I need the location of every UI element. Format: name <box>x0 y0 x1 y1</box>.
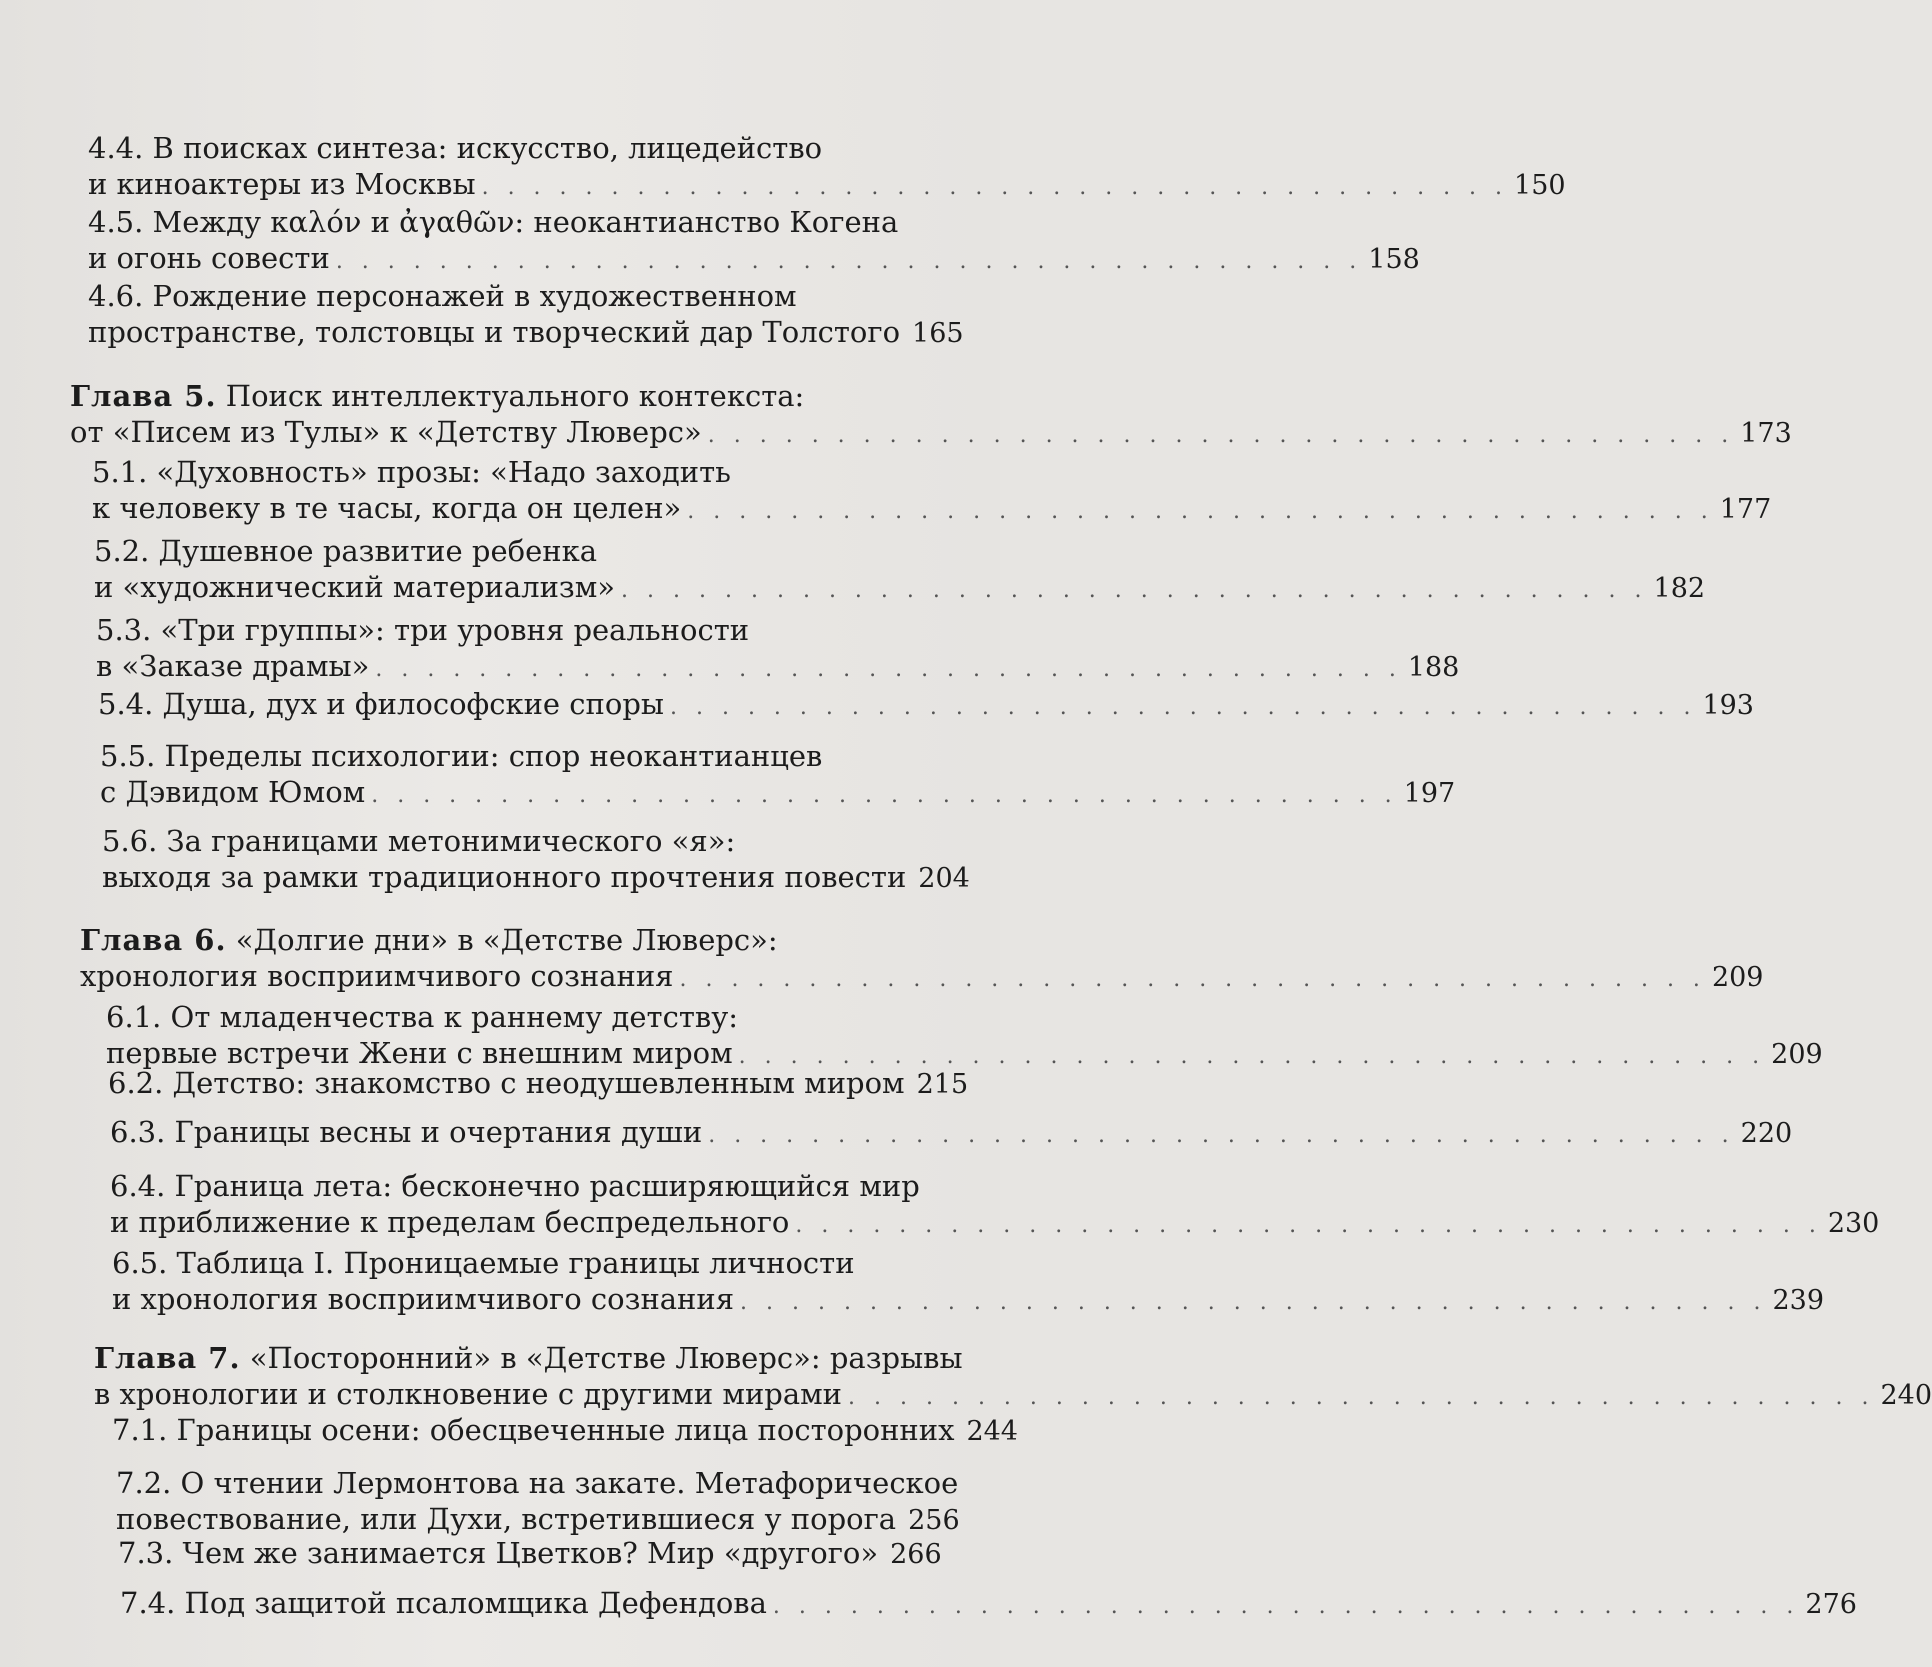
toc-entry-text: с Дэвидом Юмом <box>100 775 366 809</box>
page-number: 239 <box>1772 1285 1825 1316</box>
page-number: 182 <box>1653 573 1706 604</box>
toc-entry-5-5 <box>100 738 1456 810</box>
toc-entry-7-2 <box>116 1465 960 1537</box>
page-number: 173 <box>1740 418 1792 449</box>
toc-entry-text: 4.4. В поисках синтеза: искусство, лицедейство <box>88 131 823 165</box>
page-number: 220 <box>1740 1118 1793 1149</box>
toc-entry-6-2 <box>108 1065 969 1101</box>
toc-entry-text: пространстве, толстовцы и творческий дар Толстого <box>88 315 901 349</box>
toc-entry-text: 7.4. Под защитой псаломщика Дефендова <box>120 1586 767 1620</box>
page-number: 215 <box>916 1069 969 1100</box>
toc-entry-text: «Посторонний» в «Детстве Люверс»: разрывы <box>249 1341 963 1375</box>
chapter-label: Глава 6. <box>80 923 227 957</box>
toc-entry-text: и огонь совести <box>88 241 330 275</box>
toc-entry-4-6 <box>88 278 964 350</box>
toc-chapter-7 <box>94 1340 1932 1412</box>
toc-entry-text: 5.4. Душа, дух и философские споры <box>98 687 664 721</box>
toc-entry-text: и хронология восприимчивого сознания <box>112 1282 735 1316</box>
chapter-label: Глава 5. <box>70 379 217 413</box>
toc-entry-7-3 <box>118 1535 942 1571</box>
page-number: 188 <box>1407 652 1460 683</box>
toc-entry-text: 6.3. Границы весны и очертания души <box>110 1115 703 1149</box>
toc-entry-text: в «Заказе драмы» <box>96 649 370 683</box>
toc-entry-text: выходя за рамки традиционного прочтения повести <box>102 860 907 894</box>
toc-entry-text: и «художнический материализм» <box>94 570 616 604</box>
toc-entry-text: 4.5. Между καλόν и ἀγαθῶν: неокантианство Когена <box>88 205 899 239</box>
toc-entry-text: и киноактеры из Москвы <box>88 167 476 201</box>
toc-entry-6-1 <box>106 999 1823 1071</box>
leader-dots: . . . . . . . . . . . . . . . . . . . . . . . . . . . . . . . . . . . . . . . . <box>679 967 1706 992</box>
toc-entry-6-3 <box>110 1114 1793 1150</box>
toc-entry-text: 7.3. Чем же занимается Цветков? Мир «другого» <box>118 1536 879 1570</box>
toc-entry-text: 5.6. За границами метонимического «я»: <box>102 824 736 858</box>
page-number: 209 <box>1711 962 1764 993</box>
page-number: 158 <box>1368 244 1420 275</box>
leader-dots: . . . . . . . . . . . . . . . . . . . . . . . . . . . . . . . . . . . . . . . . <box>335 249 1363 274</box>
toc-entry-text: 5.1. «Духовность» прозы: «Надо заходить <box>92 455 731 489</box>
page-number: 244 <box>966 1416 1018 1447</box>
toc-entry-4-5 <box>88 204 1420 276</box>
page-number: 150 <box>1514 170 1566 201</box>
toc-entry-text: Поиск интеллектуального контекста: <box>225 379 805 413</box>
page-number: 193 <box>1702 690 1754 721</box>
toc-entry-text: в хронологии и столкновение с другими мирами <box>94 1377 843 1411</box>
leader-dots: . . . . . . . . . . . . . . . . . . . . . . . . . . . . . . . . . . . . . . . . <box>481 175 1509 200</box>
toc-entry-text: первые встречи Жени с внешним миром <box>106 1036 733 1070</box>
page-number: 177 <box>1719 494 1772 525</box>
toc-entry-text: 6.1. От младенчества к раннему детству: <box>106 1000 739 1034</box>
toc-entry-6-5 <box>112 1245 1825 1317</box>
toc-entry-text: 5.5. Пределы психологии: спор неокантианцев <box>100 739 823 773</box>
toc-entry-text: 6.5. Таблица I. Проницаемые границы личности <box>112 1246 855 1280</box>
page-number: 197 <box>1403 778 1456 809</box>
leader-dots: . . . . . . . . . . . . . . . . . . . . . . . . . . . . . . . . . . . . . . . . <box>738 1044 1766 1069</box>
toc-entry-4-4 <box>88 130 1566 202</box>
toc-chapter-5 <box>70 378 1792 450</box>
toc-entry-7-4 <box>120 1585 1857 1621</box>
toc-entry-7-1 <box>112 1412 1018 1448</box>
toc-entry-text: и приближение к пределам беспредельного <box>110 1205 790 1239</box>
toc-entry-5-1 <box>92 454 1772 526</box>
toc-entry-text: 6.4. Граница лета: бесконечно расширяющийся мир <box>110 1169 920 1203</box>
page-number: 165 <box>912 318 964 349</box>
leader-dots: . . . . . . . . . . . . . . . . . . . . . . . . . . . . . . . . . . . . . . . . <box>795 1213 1822 1238</box>
page-number: 266 <box>890 1539 942 1570</box>
toc-entry-text: «Долгие дни» в «Детстве Люверс»: <box>235 923 778 957</box>
leader-dots: . . . . . . . . . . . . . . . . . . . . . . . . . . . . . . . . . . . . . . . . <box>371 783 1398 808</box>
page-number: 204 <box>918 863 970 894</box>
toc-entry-text: 7.2. О чтении Лермонтова на закате. Метафорическое <box>116 1466 959 1500</box>
toc-entry-text: 5.2. Душевное развитие ребенка <box>94 534 597 568</box>
toc-entry-text: от «Писем из Тулы» к «Детству Люверс» <box>70 415 702 449</box>
toc-entry-text: к человеку в те часы, когда он целен» <box>92 491 682 525</box>
page-number: 230 <box>1827 1208 1880 1239</box>
toc-entry-text: 5.3. «Три группы»: три уровня реальности <box>96 613 750 647</box>
leader-dots: . . . . . . . . . . . . . . . . . . . . . . . . . . . . . . . . . . . . . . . . <box>621 578 1648 603</box>
leader-dots: . . . . . . . . . . . . . . . . . . . . . . . . . . . . . . . . . . . . . . . . <box>669 695 1697 720</box>
toc-entry-5-6 <box>102 823 970 895</box>
toc-entry-text: повествование, или Духи, встретившиеся у порога <box>116 1502 897 1536</box>
toc-chapter-6 <box>80 922 1764 994</box>
toc-entry-5-3 <box>96 612 1460 684</box>
leader-dots: . . . . . . . . . . . . . . . . . . . . . . . . . . . . . . . . . . . . . . . . <box>740 1290 1767 1315</box>
leader-dots: . . . . . . . . . . . . . . . . . . . . . . . . . . . . . . . . . . . . . . . . <box>848 1385 1875 1410</box>
toc-entry-text: 6.2. Детство: знакомство с неодушевленным миром <box>108 1066 905 1100</box>
toc-entry-5-2 <box>94 533 1706 605</box>
page-number: 276 <box>1805 1589 1857 1620</box>
toc-entry-text: 7.1. Границы осени: обесцвеченные лица посторонних <box>112 1413 955 1447</box>
leader-dots: . . . . . . . . . . . . . . . . . . . . . . . . . . . . . . . . . . . . . . . . <box>687 499 1714 524</box>
page-number: 209 <box>1771 1039 1823 1070</box>
chapter-label: Глава 7. <box>94 1341 241 1375</box>
toc-entry-text: хронология восприимчивого сознания <box>80 959 674 993</box>
page-number: 240 <box>1880 1380 1932 1411</box>
leader-dots: . . . . . . . . . . . . . . . . . . . . . . . . . . . . . . . . . . . . . . . . <box>772 1594 1800 1619</box>
toc-entry-6-4 <box>110 1168 1880 1240</box>
leader-dots: . . . . . . . . . . . . . . . . . . . . . . . . . . . . . . . . . . . . . . . . <box>708 1123 1735 1148</box>
leader-dots: . . . . . . . . . . . . . . . . . . . . . . . . . . . . . . . . . . . . . . . . <box>707 423 1735 448</box>
toc-entry-5-4 <box>98 686 1754 722</box>
leader-dots: . . . . . . . . . . . . . . . . . . . . . . . . . . . . . . . . . . . . . . . . <box>375 657 1402 682</box>
page-number: 256 <box>908 1505 960 1536</box>
toc-entry-text: 4.6. Рождение персонажей в художественном <box>88 279 797 313</box>
